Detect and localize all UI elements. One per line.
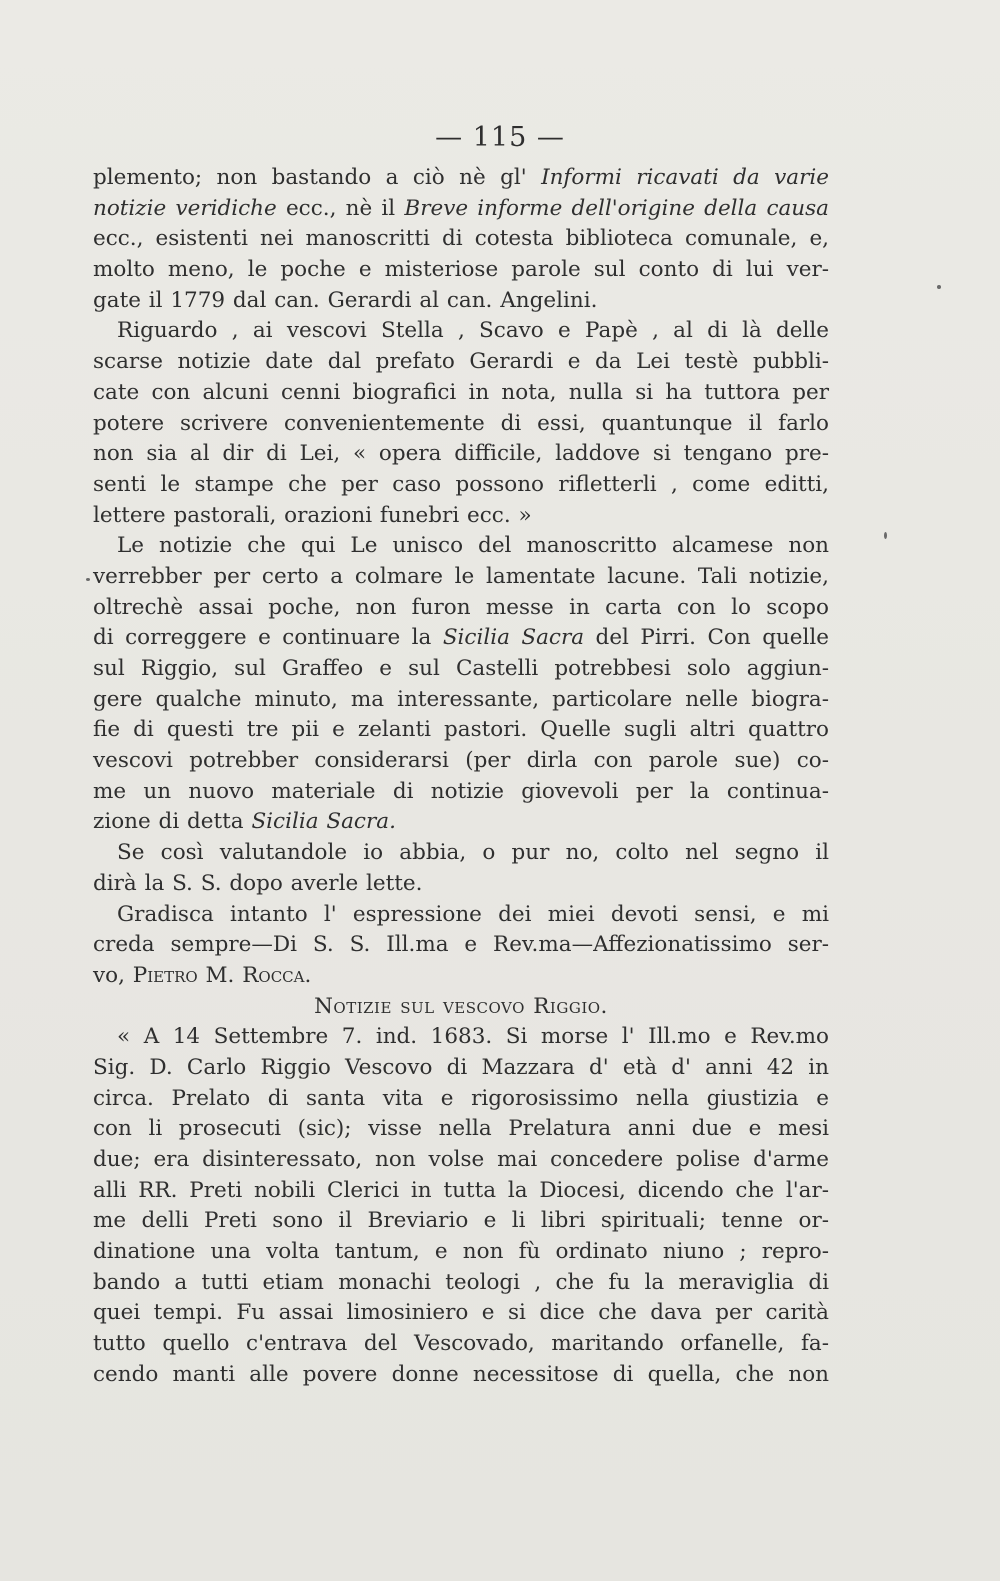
text-line: tutto quello c'entrava del Vescovado, maritando orfanelle, fa- xyxy=(93,1331,829,1357)
text-line: dinatione una volta tantum, e non fù ordinato niuno ; repro- xyxy=(93,1239,829,1265)
text-line: cendo manti alle povere donne necessitose di quella, che non xyxy=(93,1361,829,1387)
text-line: alli RR. Preti nobili Clerici in tutta la Diocesi, dicendo che l'ar- xyxy=(93,1177,829,1203)
text-line: di correggere e continuare la Sicilia Sacra del Pirri. Con quelle xyxy=(93,625,829,651)
text-line: vescovi potrebber considerarsi (per dirla con parole sue) co- xyxy=(93,748,829,774)
text-line: ecc., esistenti nei manoscritti di cotesta biblioteca comunale, e, xyxy=(93,226,829,252)
text-line: zione di detta Sicilia Sacra. xyxy=(93,809,396,835)
paper-speck xyxy=(86,578,90,581)
text-line: con li prosecuti (sic); visse nella Prelatura anni due e mesi xyxy=(93,1116,829,1142)
section-heading: Notizie sul vescovo Riggio. xyxy=(314,993,608,1019)
text-line: « A 14 Settembre 7. ind. 1683. Si morse l' Ill.mo e Rev.mo xyxy=(117,1024,829,1050)
text-line: dirà la S. S. dopo averle lette. xyxy=(93,870,423,896)
text-line: Sig. D. Carlo Riggio Vescovo di Mazzara d' età d' anni 42 in xyxy=(93,1054,829,1080)
text-line: molto meno, le poche e misteriose parole sul conto di lui ver- xyxy=(93,257,829,283)
text-line: non sia al dir di Lei, « opera difficile, laddove si tengano pre- xyxy=(93,441,829,467)
body-text xyxy=(93,163,829,1391)
text-line: verrebber per certo a colmare le lamentate lacune. Tali notizie, xyxy=(93,563,829,589)
text-line: cate con alcuni cenni biografici in nota, nulla si ha tuttora per xyxy=(93,379,829,405)
text-line: oltrechè assai poche, non furon messe in carta con lo scopo xyxy=(93,594,829,620)
text-line: Se così valutandole io abbia, o pur no, colto nel segno il xyxy=(117,840,829,866)
text-line: fie di questi tre pii e zelanti pastori. Quelle sugli altri quattro xyxy=(93,717,829,743)
text-line: senti le stampe che per caso possono rifletterli , come editti, xyxy=(93,471,829,497)
paper-speck xyxy=(937,285,941,289)
text-line: notizie veridiche ecc., nè il Breve informe dell'origine della causa xyxy=(93,195,830,221)
text-line: lettere pastorali, orazioni funebri ecc. » xyxy=(93,502,532,528)
text-line: me un nuovo materiale di notizie giovevoli per la continua- xyxy=(93,778,829,804)
text-line: sul Riggio, sul Graffeo e sul Castelli potrebbesi solo aggiun- xyxy=(93,656,829,681)
text-line: scarse notizie date dal prefato Gerardi e da Lei testè pubbli- xyxy=(93,349,829,375)
text-line: plemento; non bastando a ciò nè gl' Informi ricavati da varie xyxy=(93,165,830,190)
page-number: — 115 — xyxy=(435,122,565,153)
text-line: potere scrivere convenientemente di essi, quantunque il farlo xyxy=(93,410,829,436)
text-line: Gradisca intanto l' espressione dei miei devoti sensi, e mi xyxy=(117,901,829,927)
text-line: vo, Pietro M. Rocca. xyxy=(93,962,312,988)
text-line: gate il 1779 dal can. Gerardi al can. Angelini. xyxy=(93,287,598,313)
signature-name: Pietro M. Rocca. xyxy=(132,962,312,988)
text-line: Riguardo , ai vescovi Stella , Scavo e Papè , al di là delle xyxy=(117,318,829,344)
text-line: quei tempi. Fu assai limosiniero e si dice che dava per carità xyxy=(93,1300,829,1326)
paper-speck xyxy=(884,532,887,539)
text-line: bando a tutti etiam monachi teologi , che fu la meraviglia di xyxy=(93,1269,829,1295)
text-line: circa. Prelato di santa vita e rigorosissimo nella giustizia e xyxy=(93,1085,829,1111)
text-line: gere qualche minuto, ma interessante, particolare nelle biogra- xyxy=(93,686,829,712)
text-line: Le notizie che qui Le unisco del manoscritto alcamese non xyxy=(117,533,829,559)
text-line: me delli Preti sono il Breviario e li libri spirituali; tenne or- xyxy=(93,1208,829,1234)
text-line: creda sempre—Di S. S. Ill.ma e Rev.ma—Affezionatissimo ser- xyxy=(93,932,829,958)
text-line: due; era disinteressato, non volse mai concedere polise d'arme xyxy=(93,1147,829,1172)
